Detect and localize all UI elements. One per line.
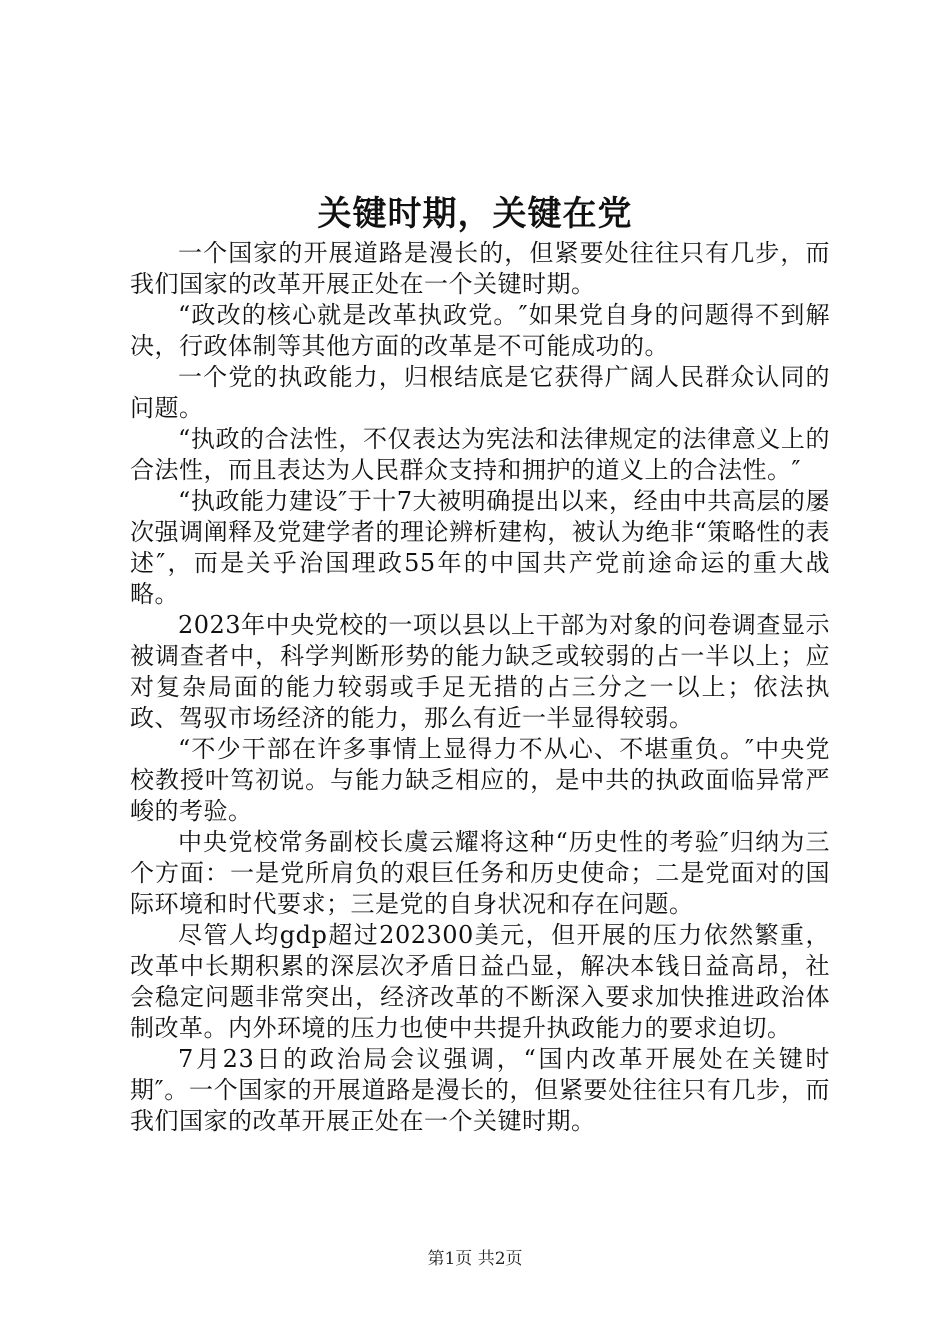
paragraph: “执政能力建设″于十7大被明确提出以来，经由中共高层的屡次强调阐释及党建学者的理论辨析建构，被认为绝非“策略性的表述″，而是关乎治国理政55年的中国共产党前途命运的重大战略。 [130, 487, 830, 608]
page-title: 关键时期，关键在党 [317, 194, 633, 234]
page-number-footer: 第1页 共2页 [427, 1249, 523, 1269]
article-body [130, 238, 830, 1137]
paragraph: 一个党的执政能力，归根结底是它获得广阔人民群众认同的问题。 [130, 363, 830, 422]
paragraph: “不少干部在许多事情上显得力不从心、不堪重负。″中央党校教授叶笃初说。与能力缺乏相应的，是中共的执政面临异常严峻的考验。 [130, 735, 830, 825]
paragraph: 2023年中央党校的一项以县以上干部为对象的问卷调查显示被调查者中，科学判断形势的能力缺乏或较弱的占一半以上；应对复杂局面的能力较弱或手足无措的占三分之一以上；依法执政、驾驭市场经济的能力，那么有近一半显得较弱。 [130, 611, 830, 732]
paragraph: “执政的合法性，不仅表达为宪法和法律规定的法律意义上的合法性，而且表达为人民群众支持和拥护的道义上的合法性。″ [130, 425, 830, 484]
paragraph: 中央党校常务副校长虞云耀将这种“历史性的考验″归纳为三个方面：一是党所肩负的艰巨任务和历史使命；二是党面对的国际环境和时代要求；三是党的自身状况和存在问题。 [130, 828, 830, 918]
paragraph: “政改的核心就是改革执政党。″如果党自身的问题得不到解决，行政体制等其他方面的改革是不可能成功的。 [130, 301, 830, 360]
paragraph: 7月23日的政治局会议强调，“国内改革开展处在关键时期″。一个国家的开展道路是漫长的，但紧要处往往只有几步，而我们国家的改革开展正处在一个关键时期。 [130, 1045, 830, 1135]
paragraph: 尽管人均gdp超过202300美元，但开展的压力依然繁重，改革中长期积累的深层次矛盾日益凸显，解决本钱日益高昂，社会稳定问题非常突出，经济改革的不断深入要求加快推进政治体制改革。内外环境的压力也使中共提升执政能力的要求迫切。 [130, 921, 830, 1042]
paragraph: 一个国家的开展道路是漫长的，但紧要处往往只有几步，而我们国家的改革开展正处在一个关键时期。 [130, 239, 830, 298]
